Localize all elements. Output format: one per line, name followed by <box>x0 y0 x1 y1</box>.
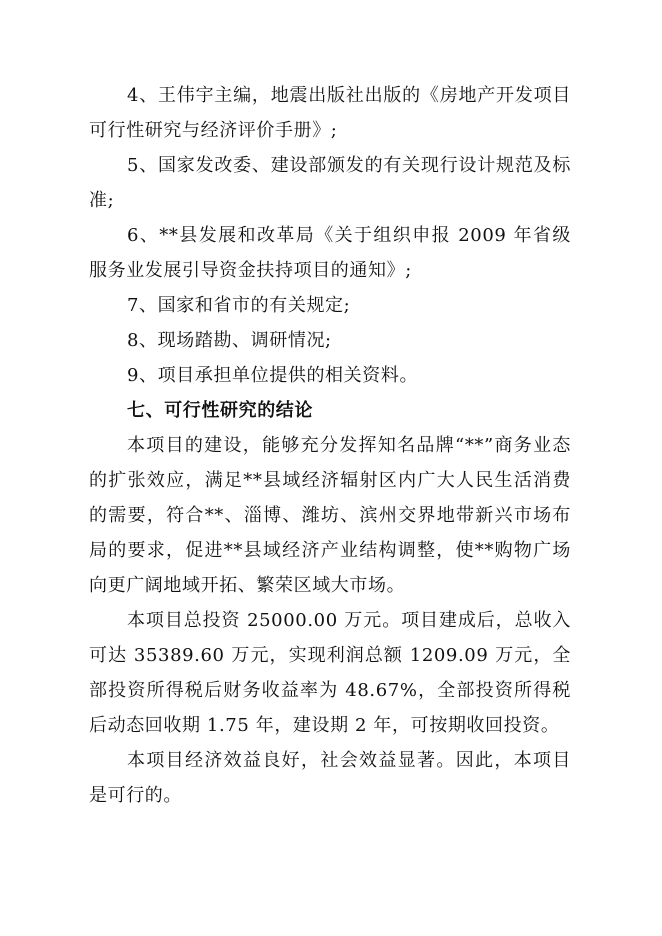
document-body <box>89 78 571 813</box>
reference-item-4: 4、王伟宇主编，地震出版社出版的《房地产开发项目可行性研究与经济评价手册》; <box>89 85 571 141</box>
reference-item-9: 9、项目承担单位提供的相关资料。 <box>127 365 419 386</box>
reference-item-8: 8、现场踏勘、调研情况; <box>127 330 332 351</box>
reference-item-6: 6、**县发展和改革局《关于组织申报 2009 年省级服务业发展引导资金扶持项目的通知》; <box>89 225 571 281</box>
conclusion-paragraph-2: 本项目总投资 25000.00 万元。项目建成后，总收入可达 35389.60 万元，实现利润总额 1209.09 万元，全部投资所得税后财务收益率为 48.67%，全部投资所得税后动态回收期 1.75 年，建设期 2 年，可按期收回投资。 <box>89 610 571 736</box>
section-heading-conclusion: 七、可行性研究的结论 <box>127 400 313 421</box>
conclusion-paragraph-1: 本项目的建设，能够充分发挥知名品牌“**”商务业态的扩张效应，满足**县域经济辐射区内广大人民生活消费的需要，符合**、淄博、潍坊、滨州交界地带新兴市场布局的要求，促进**县域经济产业结构调整，使**购物广场向更广阔地域开拓、繁荣区域大市场。 <box>89 435 571 596</box>
conclusion-paragraph-3: 本项目经济效益良好，社会效益显著。因此，本项目是可行的。 <box>89 750 571 806</box>
reference-item-7: 7、国家和省市的有关规定; <box>127 295 351 316</box>
reference-item-5: 5、国家发改委、建设部颁发的有关现行设计规范及标准; <box>89 155 571 211</box>
